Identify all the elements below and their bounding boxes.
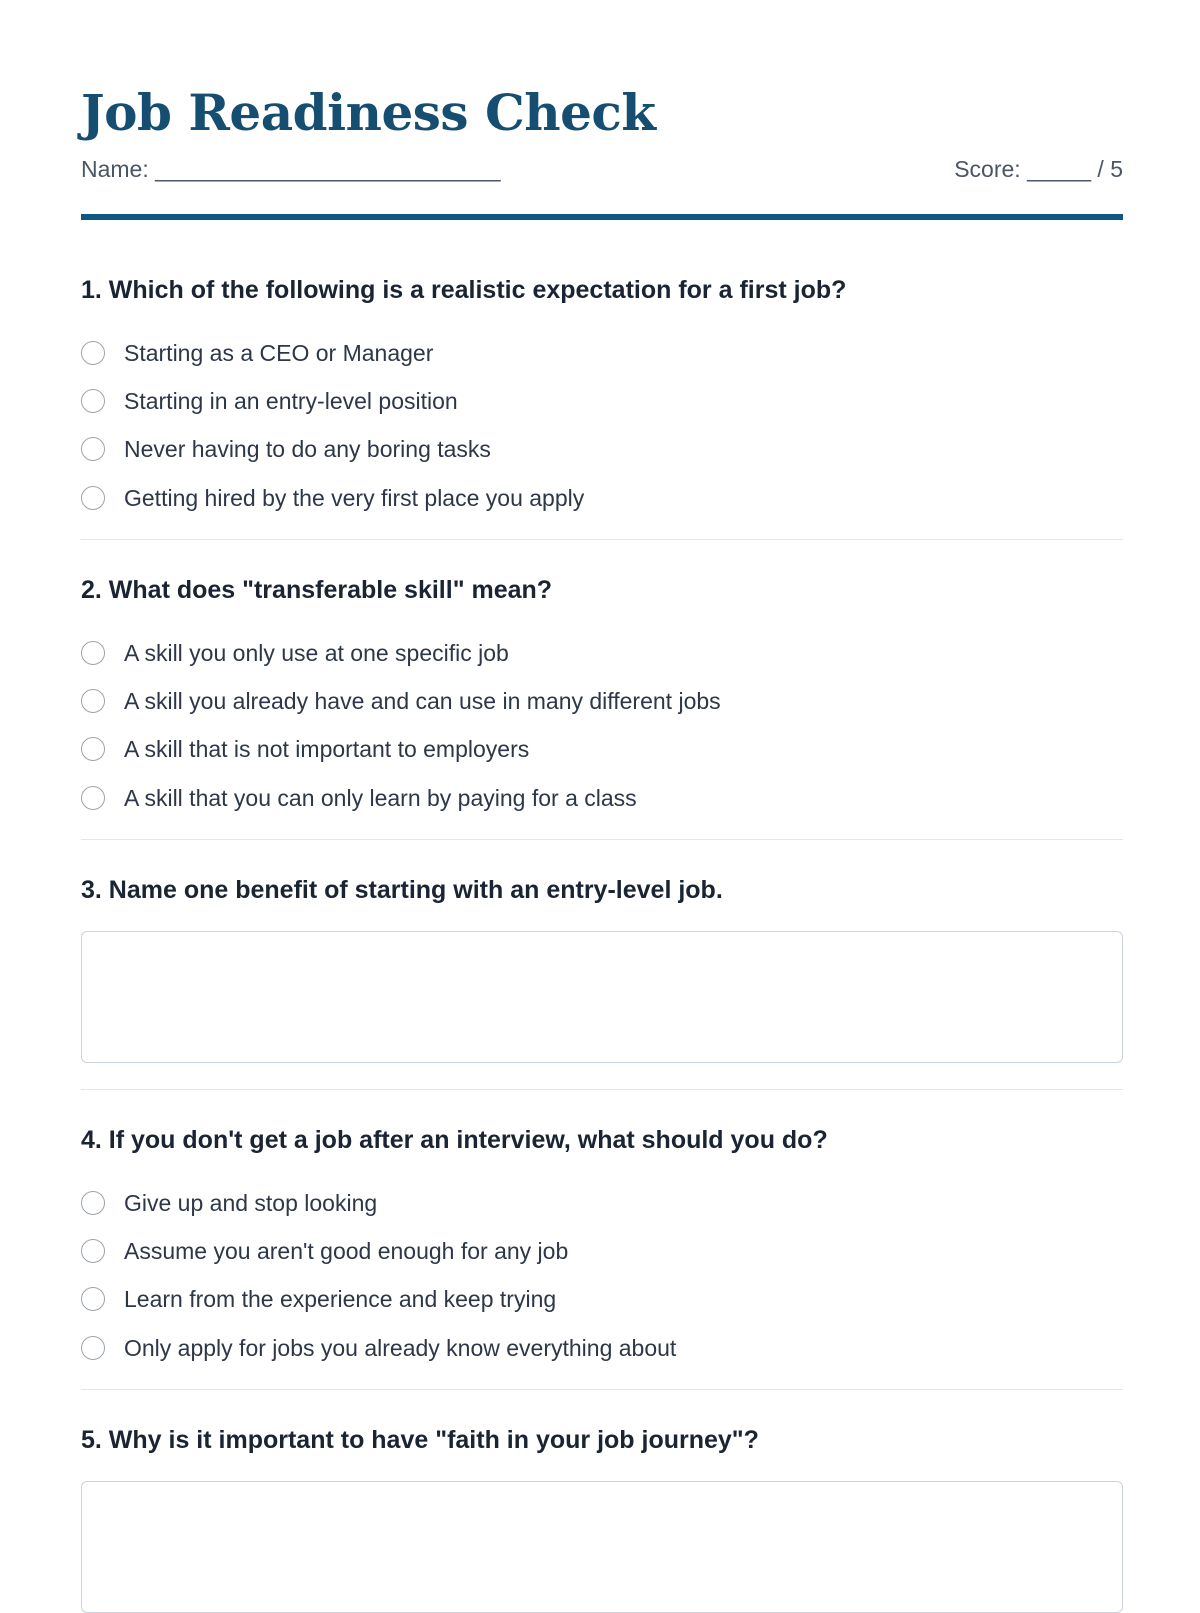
option-1c[interactable] <box>81 436 1123 466</box>
option-label: Starting as a CEO or Manager <box>124 340 434 366</box>
option-label: A skill you only use at one specific job <box>124 640 509 666</box>
question-text: 4. If you don't get a job after an interview, what should you do? <box>81 1126 828 1154</box>
option-label: Learn from the experience and keep trying <box>124 1286 557 1312</box>
radio-circle-icon[interactable] <box>81 341 105 365</box>
answer-textarea[interactable] <box>81 1481 1123 1613</box>
radio-circle-icon[interactable] <box>81 1191 105 1215</box>
option-1b[interactable] <box>81 388 1123 418</box>
question-text: 5. Why is it important to have "faith in your job journey"? <box>81 1426 759 1454</box>
radio-circle-icon[interactable] <box>81 486 105 510</box>
option-label: Never having to do any boring tasks <box>124 436 491 462</box>
question-text: 1. Which of the following is a realistic expectation for a first job? <box>81 276 847 304</box>
option-4b[interactable] <box>81 1238 1123 1268</box>
divider <box>81 1089 1123 1090</box>
option-label: Getting hired by the very first place you apply <box>124 485 585 511</box>
header-rule <box>81 214 1123 220</box>
question-text: 2. What does "transferable skill" mean? <box>81 576 553 604</box>
radio-circle-icon[interactable] <box>81 786 105 810</box>
radio-circle-icon[interactable] <box>81 641 105 665</box>
meta-row <box>81 156 1123 184</box>
option-2d[interactable] <box>81 785 1123 815</box>
option-label: A skill that is not important to employers <box>124 736 530 762</box>
option-label: A skill you already have and can use in many different jobs <box>124 688 721 714</box>
option-label: A skill that you can only learn by paying for a class <box>124 785 637 811</box>
option-2a[interactable] <box>81 640 1123 670</box>
option-4a[interactable] <box>81 1190 1123 1220</box>
radio-circle-icon[interactable] <box>81 1287 105 1311</box>
option-1d[interactable] <box>81 485 1123 515</box>
score-field: Score: _____ / 5 <box>954 156 1123 182</box>
option-4d[interactable] <box>81 1335 1123 1365</box>
radio-circle-icon[interactable] <box>81 437 105 461</box>
option-label: Only apply for jobs you already know everything about <box>124 1335 677 1361</box>
option-4c[interactable] <box>81 1286 1123 1316</box>
option-2c[interactable] <box>81 736 1123 766</box>
radio-circle-icon[interactable] <box>81 389 105 413</box>
question-text: 3. Name one benefit of starting with an entry-level job. <box>81 876 723 904</box>
divider <box>81 1389 1123 1390</box>
divider <box>81 839 1123 840</box>
page-title: Job Readiness Check <box>81 83 656 142</box>
option-label: Give up and stop looking <box>124 1190 378 1216</box>
radio-circle-icon[interactable] <box>81 737 105 761</box>
option-2b[interactable] <box>81 688 1123 718</box>
radio-circle-icon[interactable] <box>81 1239 105 1263</box>
option-1a[interactable] <box>81 340 1123 370</box>
radio-circle-icon[interactable] <box>81 689 105 713</box>
radio-circle-icon[interactable] <box>81 1336 105 1360</box>
answer-textarea[interactable] <box>81 931 1123 1063</box>
option-label: Assume you aren't good enough for any job <box>124 1238 569 1264</box>
name-field[interactable]: Name: ___________________________ <box>81 156 501 182</box>
divider <box>81 539 1123 540</box>
option-label: Starting in an entry-level position <box>124 388 458 414</box>
